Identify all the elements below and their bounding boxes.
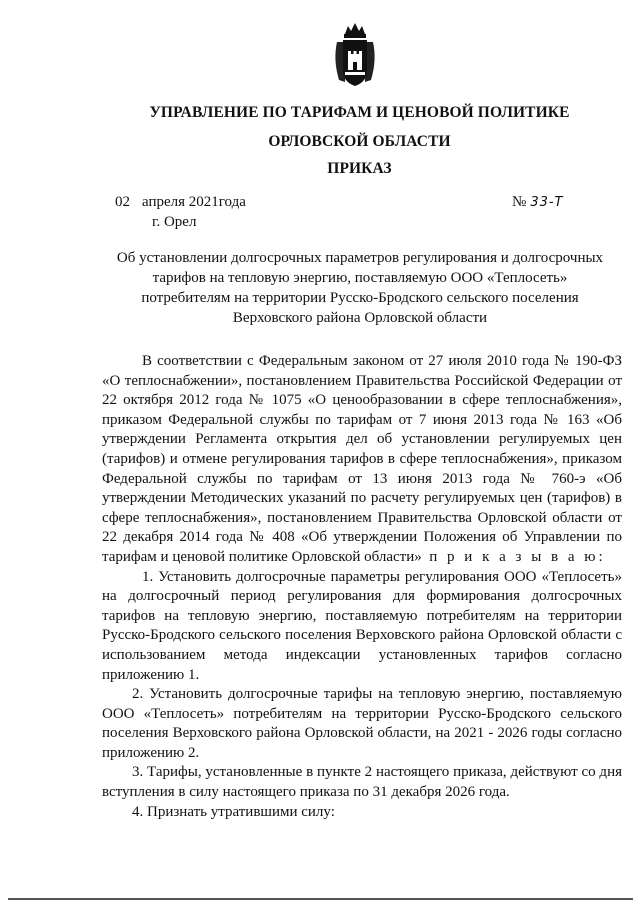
clause-3: 3. Тарифы, установленные в пункте 2 настоящего приказа, действуют со дня вступления в силу настоящего приказа по 31 декабря 2026 года. bbox=[102, 764, 622, 801]
preamble-text: В соответствии с Федеральным законом от 27 июля 2010 года № 190-ФЗ «О теплоснабжении», постановлением Правительства Российской Федерации от 22 октября 2012 года № 1075 «О ценообразовании в сфере теплоснабжения», приказом Федеральной службы по тарифам от 7 июня 2013 года № 163 «Об утверждении Регламента открытия дел об установлении регулируемых цен (тарифов) и отмене регулирования тарифов в сфере теплоснабжения», приказом Федеральной службы по тарифам от 13 июня 2013 года № 760-э «Об утверждении Методических указаний по расчету регулируемых цен (тарифов) в сфере теплоснабжения», постановлением Правительства Орловской области от 22 декабря 2014 года № 408 «Об утверждении Положения об Управлении по тарифам и ценовой политике Орловской области» bbox=[102, 353, 622, 565]
subject-line: Верховского района Орловской области bbox=[232, 310, 488, 326]
document-type: ПРИКАЗ bbox=[327, 160, 392, 177]
coat-of-arms-emblem bbox=[331, 20, 379, 90]
subject-line: Об установлении долгосрочных параметров регулирования и долгосрочных bbox=[116, 250, 604, 266]
document-subject bbox=[100, 248, 620, 328]
document-body bbox=[102, 352, 622, 822]
document-city: г. Орел bbox=[152, 214, 197, 230]
preamble-paragraph bbox=[102, 352, 622, 568]
date-day: 02 bbox=[115, 194, 130, 210]
subject-line: потребителям на территории Русско-Бродского сельского поселения bbox=[141, 290, 579, 306]
page-edge-line bbox=[8, 898, 633, 900]
organization-title: УПРАВЛЕНИЕ ПО ТАРИФАМ И ЦЕНОВОЙ ПОЛИТИКЕ bbox=[149, 104, 570, 121]
clause-1: 1. Установить долгосрочные параметры регулирования ООО «Теплосеть» на долгосрочный период регулирования для формирования долгосрочных тарифов на тепловую энергию, поставляемую потребителям на территории Русско-Бродского сельского поселения Верховского района Орловской области с использованием метода индексации установленных тарифов согласно приложению 1. bbox=[102, 568, 622, 683]
date-month-year: апреля 2021года bbox=[142, 194, 246, 210]
document-date bbox=[115, 194, 246, 211]
subject-line: тарифов на тепловую энергию, поставляемую ООО «Теплосеть» bbox=[152, 270, 568, 286]
number-label: № bbox=[512, 194, 527, 210]
region-title: ОРЛОВСКОЙ ОБЛАСТИ bbox=[268, 133, 451, 150]
clause-4: 4. Признать утратившими силу: bbox=[132, 803, 335, 820]
decree-word: п р и к а з ы в а ю: bbox=[429, 548, 606, 565]
clause-2: 2. Установить долгосрочные тарифы на тепловую энергию, поставляемую ООО «Теплосеть» потребителям на территории Русско-Бродского сельского поселения Верховского района Орловской области, на 2021 - 2026 годы согласно приложению 2. bbox=[102, 686, 622, 761]
document-number bbox=[512, 194, 564, 211]
number-value: 33-Т bbox=[530, 195, 564, 210]
